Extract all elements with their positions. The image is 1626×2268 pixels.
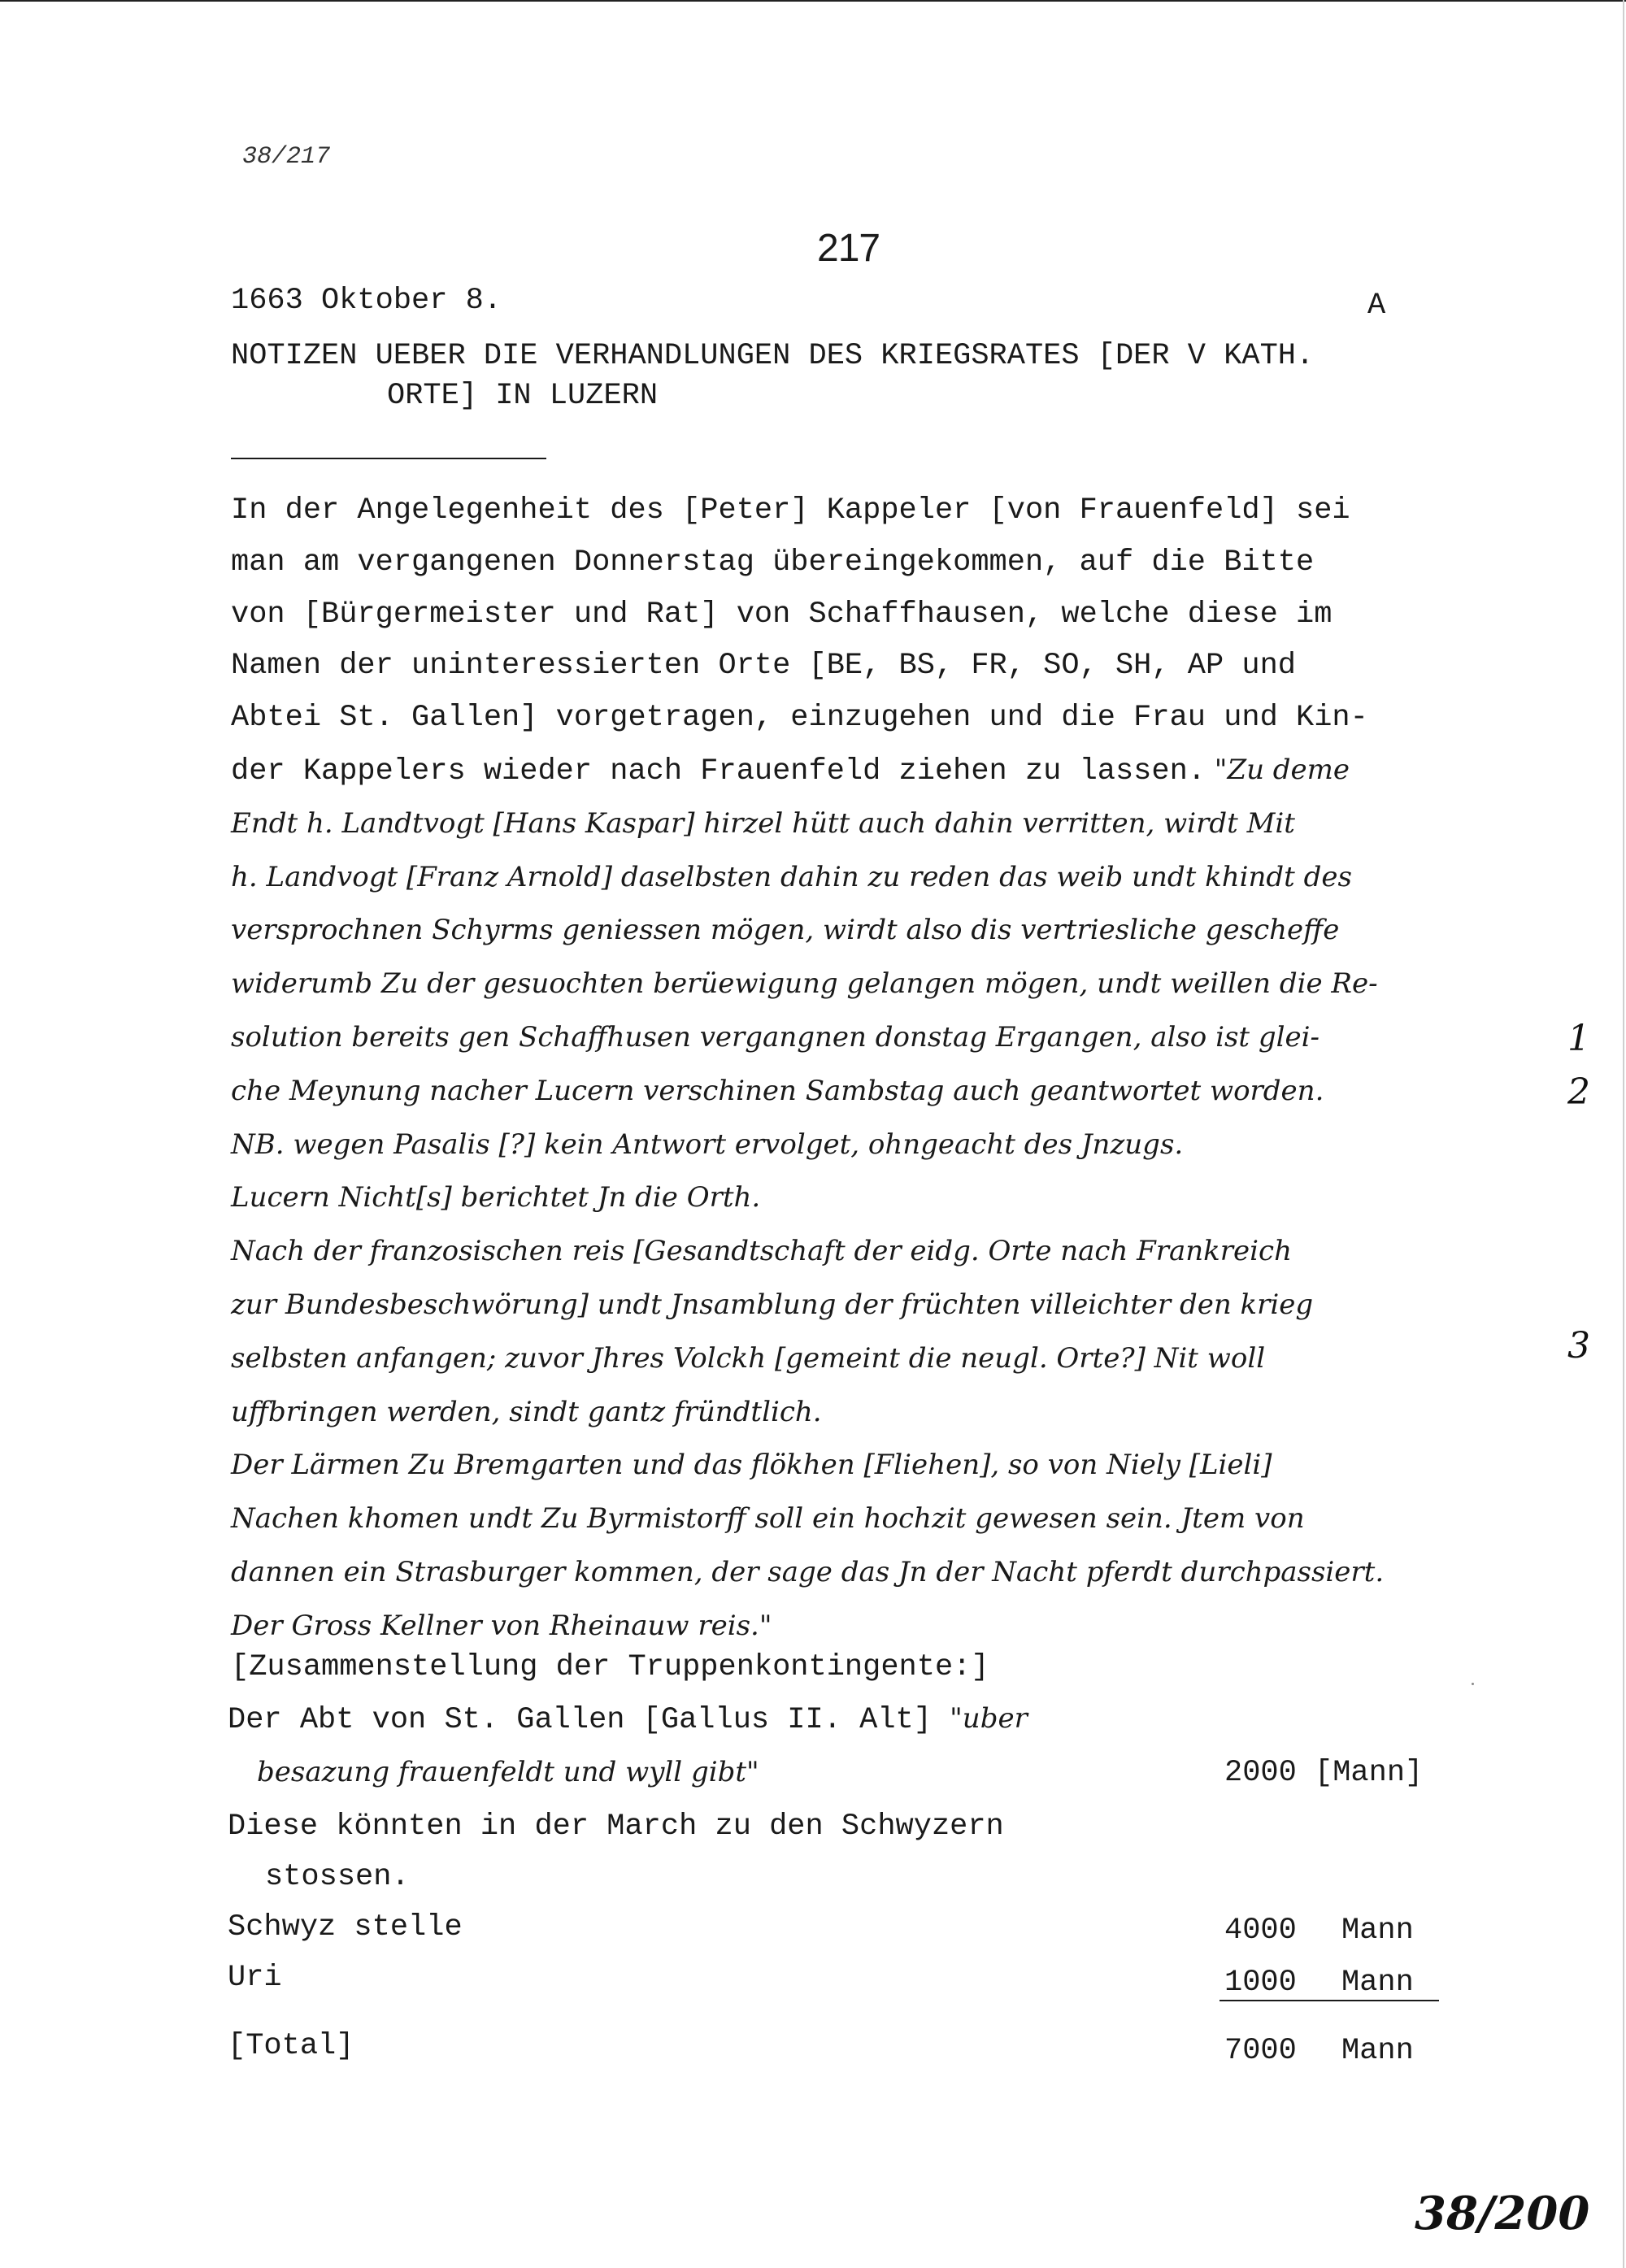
body-line: Namen der uninteressierten Orte [BE, BS, FR, SO, SH, AP und (231, 649, 1297, 684)
margin-mark-3: 3 (1567, 1325, 1590, 1366)
page-number: 217 (817, 227, 880, 270)
body-line: Lucern Nicht[s] berichtet Jn die Orth. (231, 1181, 761, 1214)
title-line-2: ORTE] IN LUZERN (387, 379, 659, 413)
body-line: Der Gross Kellner von Rheinauw reis." (231, 1609, 772, 1642)
uri-unit: Mann (1341, 1966, 1414, 2000)
table-row-abt-cont (257, 1756, 759, 1791)
body-line: dannen ein Strasburger kommen, der sage das Jn der Nacht pferdt durchpassiert. (231, 1555, 1385, 1588)
body-line: widerumb Zu der gesuochten berüewigung gelangen mögen, undt weillen die Re- (231, 967, 1378, 1001)
abt-quote: "uber (950, 1702, 1028, 1735)
body-line: selbsten anfangen; zuvor Jhres Volckh [gemeint die neugl. Orte?] Nit woll (231, 1341, 1266, 1375)
total-unit: Mann (1341, 2034, 1414, 2068)
body-line: Nach der franzosischen reis [Gesandtschaft der eidg. Orte nach Frankreich (231, 1235, 1292, 1268)
section-letter: A (1367, 289, 1386, 323)
table-heading: [Zusammenstellung der Truppenkontingente:] (231, 1650, 989, 1684)
total-value: 7000 (1224, 2034, 1297, 2068)
title-rule (231, 458, 546, 459)
table-row-diese: Diese könnten in der March zu den Schwyzern (228, 1810, 1004, 1844)
body-line: In der Angelegenheit des [Peter] Kappeler [von Frauenfeld] sei (231, 493, 1350, 528)
uri-value: 1000 (1224, 1966, 1297, 2000)
margin-mark-2: 2 (1567, 1071, 1590, 1113)
body-text (231, 485, 1384, 1654)
schwyz-value: 4000 (1224, 1914, 1297, 1948)
page-top-edge (0, 0, 1626, 2)
sum-rule (1220, 2000, 1439, 2001)
margin-mark-1: 1 (1567, 1018, 1590, 1059)
title-line-1: NOTIZEN UEBER DIE VERHANDLUNGEN DES KRIEGSRATES [DER V KATH. (231, 339, 1315, 373)
total-label: [Total] (228, 2029, 354, 2063)
body-line: che Meynung nacher Lucern verschinen Sambstag auch geantwortet worden. (231, 1074, 1324, 1107)
body-line: der Kappelers wieder nach Frauenfeld ziehen zu lassen. "Zu deme (231, 753, 1350, 789)
abt-label: Der Abt von St. Gallen [Gallus II. Alt] (228, 1703, 950, 1737)
body-line: uffbringen werden, sindt gantz fründtlich. (231, 1395, 822, 1428)
schwyz-label: Schwyz stelle (228, 1910, 463, 1944)
handwritten-page-stamp: 38/200 (1415, 2187, 1590, 2240)
table-row-abt (228, 1702, 1028, 1737)
body-line: h. Landvogt [Franz Arnold] daselbsten dahin zu reden das weib undt khindt des (231, 860, 1352, 893)
body-line: NB. wegen Pasalis [?] kein Antwort ervolget, ohngeacht des Jnzugs. (231, 1127, 1184, 1161)
body-line: zur Bundesbeschwörung] undt Jnsamblung der früchten villeichter den krieg (231, 1288, 1314, 1321)
archive-reference: 38/217 (242, 143, 331, 171)
page-right-edge (1623, 0, 1624, 2268)
abt-value: 2000 [Mann] (1224, 1756, 1424, 1790)
scan-speck (1472, 1683, 1474, 1685)
body-line: Abtei St. Gallen] vorgetragen, einzugehen und die Frau und Kin- (231, 701, 1368, 736)
body-line: Der Lärmen Zu Bremgarten und das flökhen [Fliehen], so von Niely [Lieli] (231, 1449, 1272, 1482)
body-line: Nachen khomen undt Zu Byrmistorff soll ein hochzit gewesen sein. Jtem von (231, 1502, 1305, 1536)
body-line: von [Bürgermeister und Rat] von Schaffhausen, welche diese im (231, 597, 1333, 632)
body-line: solution bereits gen Schaffhusen vergangnen donstag Ergangen, also ist glei- (231, 1020, 1319, 1054)
body-line: Endt h. Landtvogt [Hans Kaspar] hirzel hütt auch dahin verritten, wirdt Mit (231, 806, 1295, 840)
schwyz-unit: Mann (1341, 1914, 1414, 1948)
abt-quote-cont: besazung frauenfeldt und wyll gibt" (257, 1756, 759, 1788)
body-line: man am vergangenen Donnerstag übereingekommen, auf die Bitte (231, 545, 1315, 580)
document-title (231, 337, 1314, 416)
document-date: 1663 Oktober 8. (231, 284, 502, 318)
uri-label: Uri (228, 1961, 282, 1995)
body-line: versprochnen Schyrms geniessen mögen, wirdt also dis vertriesliche gescheffe (231, 914, 1340, 947)
table-row-diese-cont: stossen. (265, 1860, 410, 1894)
